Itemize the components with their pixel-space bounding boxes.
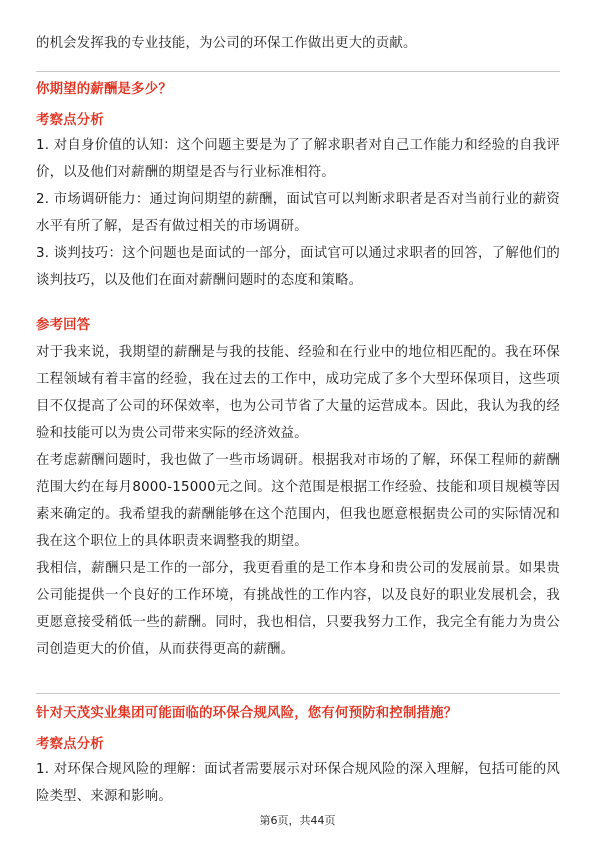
analysis-item: 1. 对自身价值的认知：这个问题主要是为了了解求职者对自己工作能力和经验的自我评价，以及他们对薪酬的期望是否与行业标准相符。 xyxy=(36,138,560,180)
answer-heading: 参考回答 xyxy=(36,318,91,333)
intro-paragraph: 的机会发挥我的专业技能，为公司的环保工作做出更大的贡献。 xyxy=(36,36,417,51)
analysis-item: 2. 市场调研能力：通过询问期望的薪酬，面试官可以判断求职者是否对当前行业的薪资水平有所了解，是否有做过相关的市场调研。 xyxy=(36,192,560,234)
answer-paragraph: 在考虑薪酬问题时，我也做了一些市场调研。根据我对市场的了解，环保工程师的薪酬范围大约在每月8000-15000元之间。这个范围是根据工作经验、技能和项目规模等因素来确定的。我希望我的薪酬能够在这个范围内，但我也愿意根据贵公司的实际情况和我在这个职位上的具体职责来调整我的期望。 xyxy=(36,453,560,549)
analysis-list xyxy=(36,756,560,810)
intro-paragraph-block xyxy=(36,30,560,57)
answer-paragraph: 对于我来说，我期望的薪酬是与我的技能、经验和在行业中的地位相匹配的。我在环保工程领域有着丰富的经验，我在过去的工作中，成功完成了多个大型环保项目，这些项目不仅提高了公司的环保效率，也为公司节省了大量的运营成本。因此，我认为我的经验和技能可以为贵公司带来实际的经济效益。 xyxy=(36,345,560,441)
analysis-item: 1. 对环保合规风险的理解：面试者需要展示对环保合规风险的深入理解，包括可能的风险类型、来源和影响。 xyxy=(36,762,560,804)
divider xyxy=(36,71,560,72)
analysis-heading: 考察点分析 xyxy=(36,113,104,128)
page-footer: 第6页，共44页 xyxy=(259,814,336,827)
analysis-heading: 考察点分析 xyxy=(36,737,104,752)
divider xyxy=(36,693,560,694)
question-heading: 针对天茂实业集团可能面临的环保合规风险，您有何预防和控制措施？ xyxy=(36,706,458,721)
answer-body xyxy=(36,339,560,663)
analysis-list xyxy=(36,132,560,294)
answer-paragraph: 我相信，薪酬只是工作的一部分，我更看重的是工作本身和贵公司的发展前景。如果贵公司能提供一个良好的工作环境，有挑战性的工作内容，以及良好的职业发展机会，我更愿意接受稍低一些的薪酬。同时，我也相信，只要我努力工作，我完全有能力为贵公司创造更大的价值，从而获得更高的薪酬。 xyxy=(36,561,560,657)
question-heading: 你期望的薪酬是多少？ xyxy=(36,82,172,97)
analysis-item: 3. 谈判技巧：这个问题也是面试的一部分，面试官可以通过求职者的回答，了解他们的谈判技巧，以及他们在面对薪酬问题时的态度和策略。 xyxy=(36,246,560,288)
